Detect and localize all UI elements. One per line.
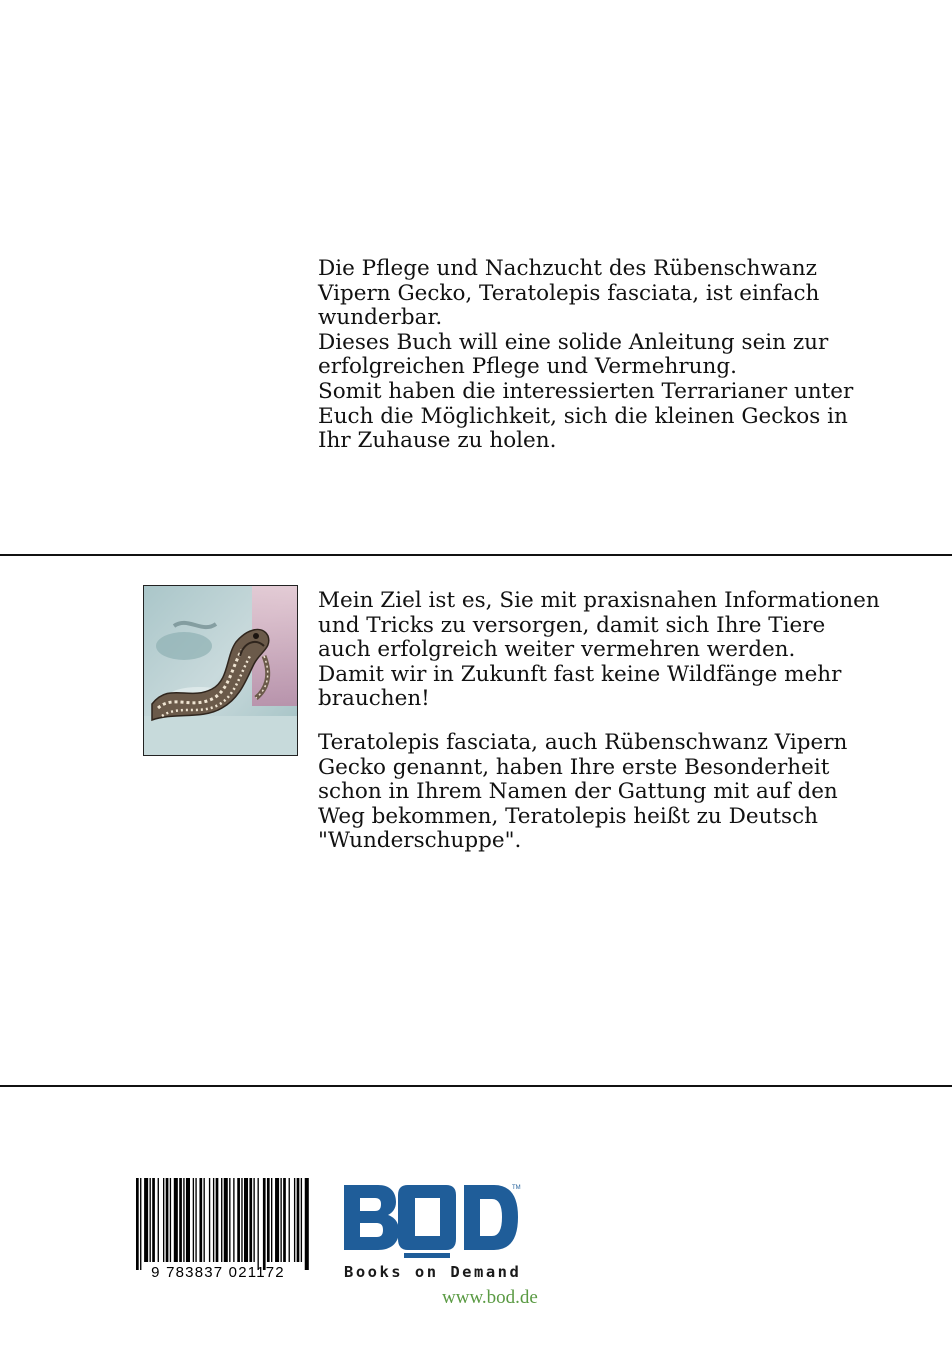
barcode-bar — [275, 1178, 279, 1262]
barcode-bar — [258, 1178, 259, 1270]
description-line: schon in Ihrem Namen der Gattung mit auf den — [318, 779, 838, 805]
barcode-bar — [267, 1178, 270, 1262]
barcode-bar — [140, 1178, 141, 1270]
barcode-bar — [209, 1178, 210, 1262]
description-line: Teratolepis fasciata, auch Rübenschwanz Vipern — [318, 730, 848, 755]
gecko-photo — [143, 585, 298, 756]
barcode-bar — [144, 1178, 148, 1262]
blurb-line: erfolgreichen Pflege und Vermehrung. — [318, 354, 737, 380]
description-line: auch erfolgreich weiter vermehren werden. — [318, 637, 796, 663]
barcode-bar — [305, 1178, 309, 1270]
description-text-2 — [318, 730, 848, 854]
barcode-bar — [271, 1178, 272, 1262]
description-line: Gecko genannt, haben Ihre erste Besonderheit — [318, 754, 830, 780]
barcode-bar — [237, 1178, 240, 1262]
barcode-bar — [204, 1178, 205, 1262]
description-line: brauchen! — [318, 686, 430, 712]
blurb-line: Dieses Buch will eine solide Anleitung sein zur — [318, 329, 829, 355]
divider-bottom — [0, 1085, 952, 1087]
barcode-bar — [136, 1178, 139, 1270]
bod-logo — [342, 1181, 526, 1281]
description-line: "Wunderschuppe". — [318, 828, 522, 854]
barcode-bar — [280, 1178, 281, 1262]
isbn-barcode — [124, 1178, 312, 1280]
blurb-line: Euch die Möglichkeit, sich die kleinen Geckos in — [318, 403, 848, 429]
barcode-bar — [297, 1178, 300, 1262]
barcode-bar — [233, 1178, 234, 1262]
barcode-bar — [179, 1178, 182, 1262]
gecko-photo-icon — [144, 586, 298, 756]
barcode-bar — [221, 1178, 222, 1262]
description-line: Mein Ziel ist es, Sie mit praxisnahen Informationen — [318, 588, 880, 613]
barcode-bar — [193, 1178, 194, 1262]
barcode-bar — [170, 1178, 171, 1262]
trademark-symbol: TM — [512, 1185, 521, 1191]
barcode-bar — [166, 1178, 169, 1262]
bod-tagline: Books on Demand — [344, 1263, 520, 1281]
barcode-bar — [289, 1178, 290, 1262]
description-line: Weg bekommen, Teratolepis heißt zu Deutsch — [318, 803, 818, 829]
barcode-bar — [158, 1178, 159, 1262]
barcode-bar — [150, 1178, 151, 1262]
description-text — [318, 588, 880, 712]
blurb-line: wunderbar. — [318, 305, 443, 331]
barcode-bar — [199, 1178, 202, 1262]
isbn-number: 9 783837 021172 — [151, 1264, 285, 1280]
barcode-bar — [241, 1178, 242, 1262]
barcode-bar — [224, 1178, 228, 1262]
blurb-line: Vipern Gecko, Teratolepis fasciata, ist einfach — [318, 280, 820, 306]
barcode-bar — [174, 1178, 178, 1262]
publisher-url[interactable]: www.bod.de — [442, 1287, 538, 1308]
barcode-bar — [186, 1178, 190, 1262]
bod-logo-letters — [344, 1185, 518, 1258]
barcode-bar — [301, 1178, 302, 1262]
barcode-bar — [152, 1178, 155, 1262]
blurb-line: Ihr Zuhause zu holen. — [318, 428, 557, 454]
barcode-bar — [163, 1178, 164, 1262]
barcode-bar — [294, 1178, 295, 1262]
barcode-bar — [253, 1178, 254, 1262]
description-line: und Tricks zu versorgen, damit sich Ihre Tiere — [318, 612, 826, 638]
barcode-bar — [263, 1178, 266, 1270]
blurb-line: Die Pflege und Nachzucht des Rübenschwanz — [318, 256, 817, 281]
barcode-bar — [229, 1178, 230, 1262]
barcode-bar — [195, 1178, 196, 1262]
barcode-bar — [213, 1178, 214, 1262]
barcode-bar — [216, 1178, 219, 1262]
back-cover-blurb — [318, 256, 854, 454]
barcode-bar — [244, 1178, 248, 1262]
barcode-bar — [183, 1178, 184, 1262]
barcode-bar — [283, 1178, 286, 1262]
blurb-line: Somit haben die interessierten Terrarianer unter — [318, 378, 854, 404]
barcode-bar — [249, 1178, 252, 1262]
divider-top — [0, 554, 952, 556]
description-line: Damit wir in Zukunft fast keine Wildfänge mehr — [318, 661, 842, 687]
